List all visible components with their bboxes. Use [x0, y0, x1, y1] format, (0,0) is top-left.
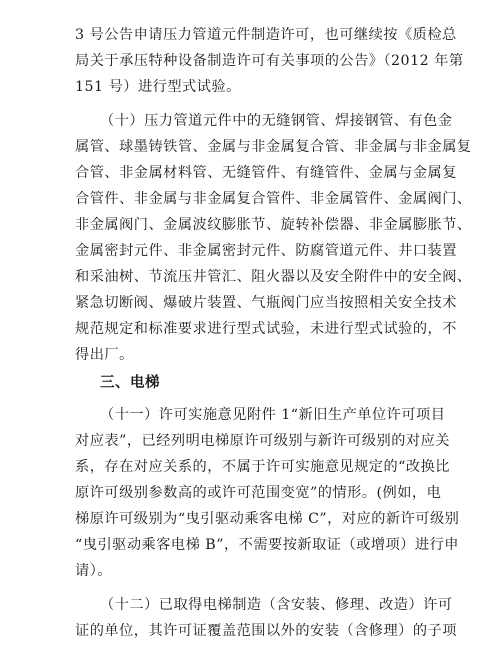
text-line: 金属密封元件、非金属密封元件、防腐管道元件、井口装置	[75, 243, 457, 259]
text-line: 对应表”，已经列明电梯原许可级别与新许可级别的对应关	[75, 433, 450, 449]
text-line: “曳引驱动乘客电梯 B”，不需要按新取证（或增项）进行申	[75, 537, 459, 553]
text-line: 合管、非金属材料管、无缝管件、有缝管件、金属与金属复	[75, 165, 457, 181]
text-line: 梯原许可级别为“曳引驱动乘客电梯 C”，对应的新许可级别	[75, 511, 460, 527]
text-line: 紧急切断阀、爆破片装置、气瓶阀门应当按照相关安全技术	[75, 295, 457, 311]
text-line: 得出厂。	[75, 347, 134, 363]
text-line: 局关于承压特种设备制造许可有关事项的公告》（2012 年第	[75, 53, 464, 69]
text-line: 原许可级别参数高的或许可范围变宽”的情形。(例如，电	[75, 485, 442, 501]
text-line: 151 号）进行型式试验。	[75, 79, 241, 95]
text-line: 非金属阀门、金属波纹膨胀节、旋转补偿器、非金属膨胀节、	[75, 217, 472, 233]
text-line: 合管件、非金属与非金属复合管件、非金属管件、金属阀门、	[75, 191, 472, 207]
text-line: 3 号公告申请压力管道元件制造许可，也可继续按《质检总	[75, 27, 457, 43]
text-line: 系，存在对应关系的，不属于许可实施意见规定的“改换比	[75, 459, 450, 475]
text-line: 证的单位，其许可证覆盖范围以外的安装（含修理）的子项	[75, 623, 457, 639]
text-line: 请）。	[75, 563, 112, 579]
paragraph-first-line: （十）压力管道元件中的无缝钢管、焊接钢管、有色金	[100, 113, 453, 129]
text-line: 和采油树、节流压井管汇、阻火器以及安全附件中的安全阀、	[75, 269, 472, 285]
paragraph-first-line: （十二）已取得电梯制造（含安装、修理、改造）许可	[100, 597, 453, 613]
text-line: 规范规定和标准要求进行型式试验，未进行型式试验的，不	[75, 321, 457, 337]
paragraph-first-line: （十一）许可实施意见附件 1“新旧生产单位许可项目	[100, 407, 446, 423]
section-heading: 三、电梯	[100, 375, 160, 391]
text-line: 属管、球墨铸铁管、金属与非金属复合管、非金属与非金属复	[75, 139, 472, 155]
